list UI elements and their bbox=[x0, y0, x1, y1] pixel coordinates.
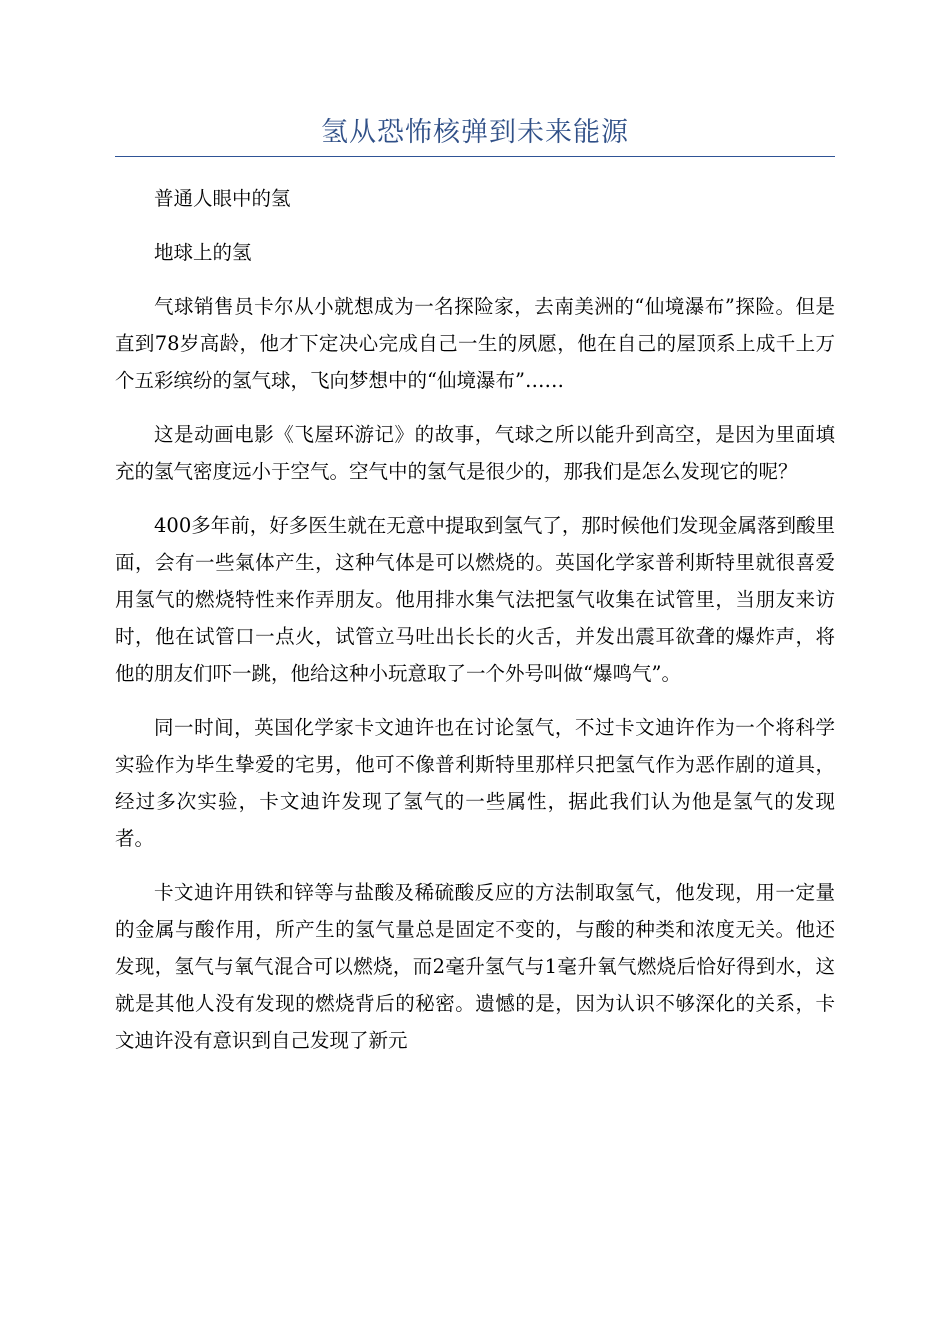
document-page bbox=[115, 112, 835, 1076]
document-body bbox=[115, 180, 835, 1059]
paragraph-subheading-2: 地球上的氢 bbox=[154, 241, 252, 264]
paragraph: 卡文迪许用铁和锌等与盐酸及稀硫酸反应的方法制取氢气，他发现，用一定量的金属与酸作用，所产生的氢气量总是固定不变的，与酸的种类和浓度无关。他还发现，氢气与氧气混合可以燃烧，而2毫升氢气与1毫升氧气燃烧后恰好得到水，这就是其他人没有发现的燃烧背后的秘密。遗憾的是，因为认识不够深化的关系，卡文迪许没有意识到自己发现了新元 bbox=[115, 881, 835, 1052]
paragraph: 这是动画电影《飞屋环游记》的故事，气球之所以能升到高空，是因为里面填充的氢气密度远小于空气。空气中的氢气是很少的，那我们是怎么发现它的呢？ bbox=[115, 423, 835, 483]
paragraph: 同一时间，英国化学家卡文迪许也在讨论氢气，不过卡文迪许作为一个将科学实验作为毕生挚爱的宅男，他可不像普利斯特里那样只把氢气作为恶作剧的道具，经过多次实验，卡文迪许发现了氢气的一些属性，据此我们认为他是氢气的发现者。 bbox=[115, 716, 835, 850]
paragraph-subheading-1: 普通人眼中的氢 bbox=[154, 187, 291, 210]
paragraph: 400多年前，好多医生就在无意中提取到氢气了，那时候他们发现金属落到酸里面，会有一些氣体产生，这种气体是可以燃烧的。英国化学家普利斯特里就很喜爱用氢气的燃烧特性来作弄朋友。他用排水集气法把氢气收集在试管里，当朋友来访时，他在试管口一点火，试管立马吐出长长的火舌，并发出震耳欲聋的爆炸声，将他的朋友们吓一跳，他给这种小玩意取了一个外号叫做“爆鸣气”。 bbox=[115, 514, 835, 685]
paragraph: 气球销售员卡尔从小就想成为一名探险家，去南美洲的“仙境瀑布”探险。但是直到78岁高龄，他才下定决心完成自己一生的夙愿，他在自己的屋顶系上成千上万个五彩缤纷的氢气球，飞向梦想中的“仙境瀑布”…… bbox=[115, 295, 835, 392]
document-title: 氢从恐怖核弹到未来能源 bbox=[115, 112, 835, 157]
